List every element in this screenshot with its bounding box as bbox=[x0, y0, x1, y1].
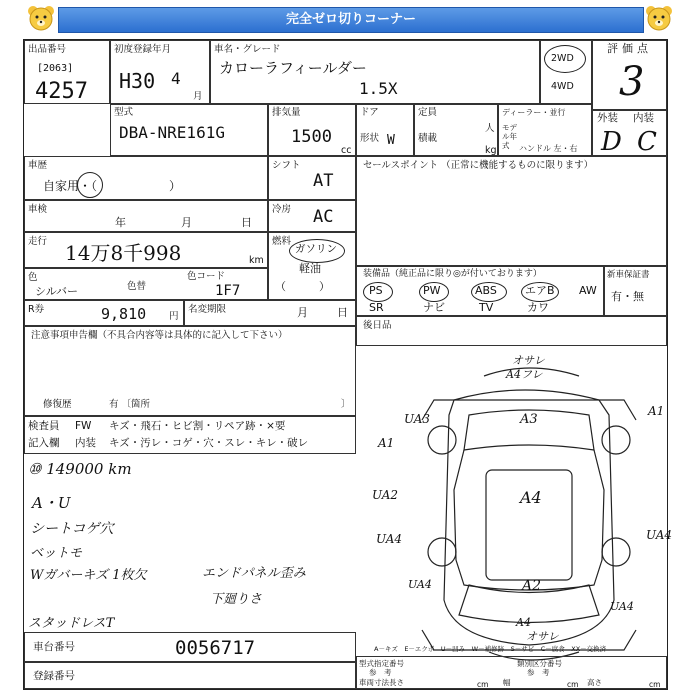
diagram-legend: A－キズ E－エクボ U－凹み W－補修跡 S－サビ C－腐食 XX－交換済 bbox=[374, 645, 607, 653]
repair-close: 〕 bbox=[341, 399, 351, 410]
bottom-field-4: 幅 bbox=[503, 678, 511, 687]
displacement-label: 排気量 bbox=[272, 107, 301, 118]
equipment-cell bbox=[356, 266, 604, 316]
equipment-label: 装備品（純正品に限り◎が付いております） bbox=[363, 269, 542, 279]
fuel-gasoline: ガソリン bbox=[295, 243, 337, 255]
bottom-field-5: 高さ bbox=[587, 678, 602, 687]
history-circle bbox=[77, 172, 103, 198]
diagram-mark-4: A1 bbox=[648, 404, 665, 418]
ext-label: 外装 bbox=[597, 112, 618, 124]
chassis-cell bbox=[24, 632, 356, 662]
diagram-mark-15: オサレ bbox=[526, 630, 559, 643]
car-name-value: カローラフィールダー bbox=[219, 59, 367, 77]
history-label: 車歴 bbox=[28, 160, 48, 171]
dealer-label: ディーラー・並行 bbox=[502, 108, 566, 117]
repair-value: 有 〔箇所 bbox=[109, 399, 151, 410]
fuel-label: 燃料 bbox=[272, 236, 292, 247]
handwritten-km: ⑩ 149000 km bbox=[28, 460, 132, 478]
score-cell bbox=[592, 40, 667, 110]
bottom-field-1: 型式指定番号 bbox=[359, 659, 404, 668]
equip-tv: TV bbox=[479, 301, 494, 314]
inspector-cell bbox=[24, 416, 356, 454]
mileage-cell bbox=[24, 232, 268, 268]
displacement-unit: cc bbox=[341, 145, 352, 156]
warranty-value: 有・無 bbox=[611, 290, 644, 303]
equip-sr: SR bbox=[369, 301, 384, 314]
ac-cell bbox=[268, 200, 356, 232]
header bbox=[0, 0, 700, 38]
handwritten-line5: エンドパネル歪み bbox=[202, 566, 306, 581]
diagram-mark-5: UA3 bbox=[404, 412, 431, 426]
dealer-cell bbox=[498, 104, 592, 156]
equip-airbag: エアB bbox=[525, 284, 555, 297]
load-unit: kg bbox=[485, 145, 497, 156]
diagram-mark-6: A1 bbox=[378, 436, 395, 450]
ac-label: 冷房 bbox=[272, 204, 292, 215]
equip-pw: PW bbox=[423, 284, 441, 297]
diagram-mark-3: A3 bbox=[520, 412, 538, 427]
repair-label: 修復歴 bbox=[43, 399, 72, 410]
diagram-mark-1: オサレ bbox=[512, 354, 545, 367]
bottom-fields bbox=[356, 656, 667, 689]
r-tax-value: 9,810 bbox=[101, 305, 147, 323]
shift-cell bbox=[268, 156, 356, 200]
car-name-cell bbox=[210, 40, 540, 104]
bottom-field-unit-2: cm bbox=[567, 680, 579, 689]
displacement-value: 1500 bbox=[291, 127, 332, 147]
capacity-label: 定員 bbox=[418, 107, 438, 118]
equip-navi: ナビ bbox=[423, 301, 445, 314]
bear-mascot-icon bbox=[644, 4, 674, 34]
model-label: 型式 bbox=[114, 107, 134, 118]
model-value: DBA-NRE161G bbox=[119, 123, 225, 142]
equip-ps: PS bbox=[369, 284, 383, 297]
score-label: 評価点 bbox=[607, 42, 652, 55]
bottom-field-ref-2: 参 考 bbox=[527, 668, 550, 677]
capacity-unit: 人 bbox=[485, 123, 495, 134]
mileage-unit: km bbox=[249, 255, 264, 266]
load-label: 積載 bbox=[418, 133, 438, 144]
name-change-cell bbox=[184, 300, 356, 326]
bottom-field-2: 類別区分番号 bbox=[517, 659, 562, 668]
handwritten-line7: スタッドレスT bbox=[28, 616, 115, 631]
first-reg-month: 4 bbox=[171, 69, 181, 88]
lot-number: 4257 bbox=[35, 79, 88, 104]
sales-point-label: セールスポイント （正常に機能するものに限ります） bbox=[363, 160, 594, 171]
fuel-diesel: 軽油 bbox=[299, 262, 321, 275]
bottom-field-unit-1: cm bbox=[477, 680, 489, 689]
color-label: 色 bbox=[28, 272, 38, 283]
diagram-mark-13: A4 bbox=[516, 616, 531, 629]
equip-aw: AW bbox=[579, 284, 597, 297]
notes-cell bbox=[24, 326, 356, 416]
shape-value: W bbox=[387, 133, 395, 148]
bottom-field-3: 車両寸法長さ bbox=[359, 678, 404, 687]
chassis-value: 0056717 bbox=[175, 637, 256, 659]
name-change-day: 日 bbox=[337, 306, 348, 319]
bottom-field-ref-1: 参 考 bbox=[369, 668, 392, 677]
drive-4wd: 4WD bbox=[551, 81, 574, 92]
model-year-label: モデル年式 bbox=[502, 123, 517, 150]
diagram-mark-12: UA4 bbox=[408, 578, 432, 591]
r-tax-unit: 円 bbox=[169, 311, 179, 322]
diagram-mark-8: UA2 bbox=[372, 488, 399, 502]
equip-leather: カワ bbox=[527, 301, 549, 314]
name-change-label: 名変期限 bbox=[188, 304, 227, 315]
fuel-cell bbox=[268, 232, 356, 300]
inspector-row2-col2: キズ・汚レ・コゲ・穴・スレ・キレ・破レ bbox=[109, 437, 309, 449]
ext-value: D bbox=[601, 127, 622, 157]
registration-label: 登録番号 bbox=[33, 670, 75, 682]
drive-2wd: 2WD bbox=[551, 53, 574, 64]
auction-sheet bbox=[23, 39, 673, 690]
int-value: C bbox=[637, 127, 657, 157]
drive-cell bbox=[540, 40, 592, 104]
handwritten-line2: シートコゲ穴 bbox=[30, 521, 114, 537]
history-cell bbox=[24, 156, 268, 200]
lot-sub: [2063] bbox=[37, 63, 74, 74]
bear-mascot-icon bbox=[26, 4, 56, 34]
color-code-label: 色コード bbox=[187, 271, 226, 282]
car-name-label: 車名・グレード bbox=[214, 44, 281, 55]
int-label: 内装 bbox=[633, 112, 654, 124]
lot-cell bbox=[24, 40, 110, 104]
rear-item-label: 後日品 bbox=[363, 320, 392, 331]
score-value: 3 bbox=[619, 59, 645, 105]
displacement-cell bbox=[268, 104, 356, 156]
shift-label: シフト bbox=[272, 160, 301, 171]
inspection-month: 月 bbox=[181, 216, 192, 229]
registration-cell bbox=[24, 662, 356, 689]
color-cell bbox=[24, 268, 268, 300]
first-reg-year: H30 bbox=[119, 69, 156, 93]
doors-label: ドア bbox=[360, 107, 379, 118]
handwritten-line4: Wガバーキズ 1枚欠 bbox=[30, 568, 147, 583]
mileage-label: 走行 bbox=[28, 236, 48, 247]
color-code-value: 1F7 bbox=[215, 283, 241, 299]
sales-point-cell bbox=[356, 156, 667, 266]
steering-label: ハンドル 左・右 bbox=[519, 144, 578, 153]
model-cell bbox=[110, 104, 268, 156]
diagram-mark-11: A2 bbox=[522, 578, 542, 594]
handwritten-line1: A・U bbox=[32, 494, 71, 512]
history-value: 自家用・（ ） bbox=[43, 179, 182, 193]
name-change-month: 月 bbox=[297, 306, 308, 319]
bottom-field-unit-3: cm bbox=[649, 680, 661, 689]
notes-label: 注意事項申告欄（不具合内容等は具体的に記入して下さい） bbox=[31, 330, 288, 341]
rear-item-cell bbox=[356, 316, 667, 346]
warranty-label: 新車保証書 bbox=[607, 270, 650, 280]
ac-value: AC bbox=[313, 207, 334, 227]
capacity-cell bbox=[414, 104, 498, 156]
diagram-mark-7: A4 bbox=[520, 488, 542, 507]
chassis-label: 車台番号 bbox=[33, 641, 75, 653]
diagram-mark-2: A4フレ bbox=[506, 368, 543, 381]
handwritten-line3: ベットモ bbox=[30, 546, 83, 561]
shift-value: AT bbox=[313, 171, 334, 191]
mileage-value: 14万8千998 bbox=[65, 241, 182, 265]
diagram-mark-10: UA4 bbox=[646, 528, 673, 542]
first-reg-label: 初度登録年月 bbox=[114, 44, 172, 55]
inspector-row1-col1: FW bbox=[75, 420, 92, 432]
diagram-mark-14: UA4 bbox=[610, 600, 634, 613]
inspector-row2-col1: 内装 bbox=[75, 437, 96, 449]
color-value: シルバー bbox=[35, 285, 78, 298]
warranty-cell bbox=[604, 266, 667, 316]
lot-label: 出品番号 bbox=[28, 44, 67, 55]
inspector-row1-label: 検査員 bbox=[28, 420, 60, 432]
page-title: 完全ゼロ切りコーナー bbox=[58, 7, 644, 33]
inspection-label: 車検 bbox=[28, 204, 48, 215]
inspector-row2-label: 記入欄 bbox=[28, 437, 60, 449]
ext-int-cell bbox=[592, 110, 667, 156]
color-change-label: 色替 bbox=[127, 281, 147, 292]
r-tax-label: R券 bbox=[28, 304, 45, 315]
inspection-cell bbox=[24, 200, 268, 232]
first-reg-cell bbox=[110, 40, 210, 104]
car-grade-value: 1.5X bbox=[359, 79, 398, 98]
inspector-row1-col2: キズ・飛石・ヒビ割・リペア跡・×要 bbox=[109, 420, 286, 432]
r-tax-cell bbox=[24, 300, 184, 326]
inspection-year: 年 bbox=[115, 216, 126, 229]
diagram-mark-9: UA4 bbox=[376, 532, 403, 546]
equip-abs: ABS bbox=[475, 284, 497, 297]
shape-label: 形状 bbox=[360, 133, 380, 144]
inspection-day: 日 bbox=[241, 216, 252, 229]
doors-cell bbox=[356, 104, 414, 156]
first-reg-month-unit: 月 bbox=[193, 91, 203, 102]
fuel-paren: （ ） bbox=[275, 280, 330, 293]
handwritten-line6: 下廻りさ bbox=[210, 592, 263, 607]
